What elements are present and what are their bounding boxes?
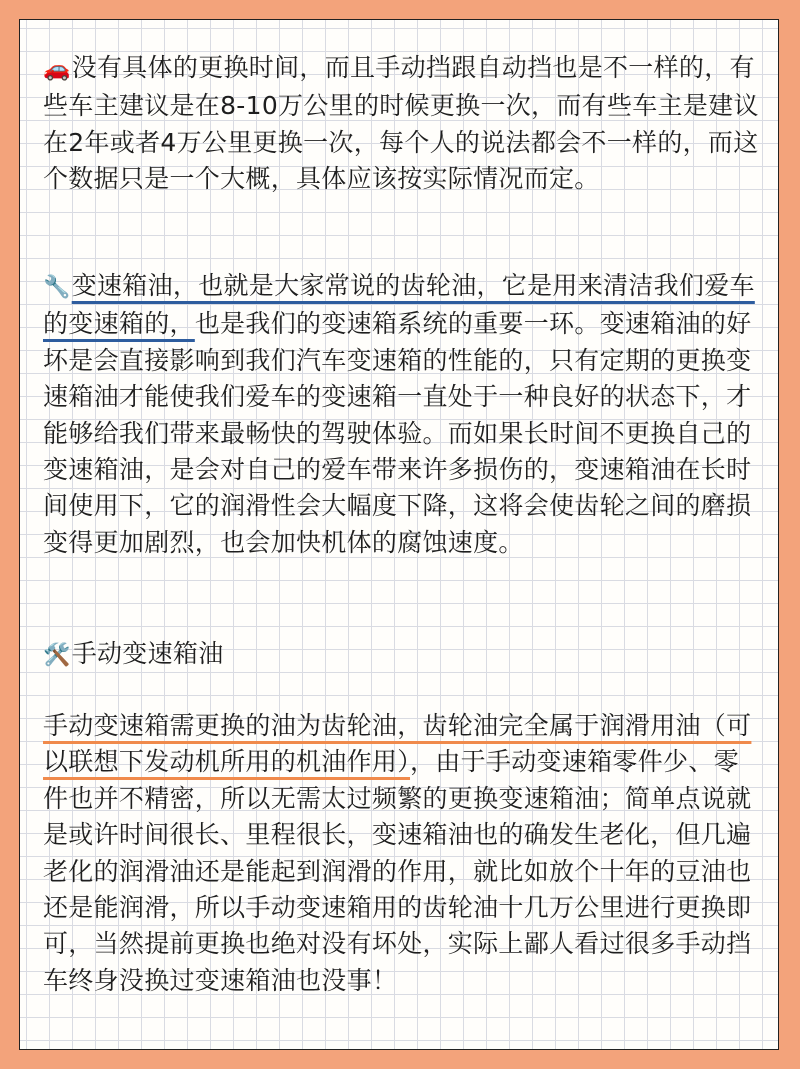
tools-icon: 🛠️ <box>43 643 71 668</box>
highlight-gear-oil-definition: 变速箱油，也就是大家常说的齿轮油，它是用来清洁我们爱车的变速箱的， <box>43 271 755 339</box>
highlight-lubricant-note: 手动变速箱需更换的油为齿轮油，齿轮油完全属于润滑用油（可以联想下发动机所用的机油作用） <box>43 711 752 777</box>
paragraph-schedule <box>43 50 763 198</box>
section-heading <box>43 636 763 674</box>
wrench-icon: 🔧 <box>43 275 71 300</box>
paragraph-schedule-text: 没有具体的更换时间，而且手动挡跟自动挡也是不一样的，有些车主建议是在8-10万公里的时候更换一次，而有些车主是建议在2年或者4万公里更换一次，每个人的说法都会不一样的，而这个数据只是一个大概，具体应该按实际情况而定。 <box>43 53 759 194</box>
paragraph-manual-text: ，由于手动变速箱零件少、零件也并不精密，所以无需太过频繁的更换变速箱油；简单点说就是或许时间很长、里程很长，变速箱油也的确发生老化，但几遍老化的润滑油还是能起到润滑的作用，就比如放个十年的豆油也还是能润滑，所以手动变速箱用的齿轮油十几万公里进行更换即可，当然提前更换也绝对没有坏处，实际上鄙人看过很多手动挡车终身没换过变速箱油也没事！ <box>43 747 752 995</box>
section-heading-text: 手动变速箱油 <box>71 639 224 668</box>
note-paper <box>19 19 779 1050</box>
paragraph-gear-oil <box>43 268 763 561</box>
paragraph-manual-transmission <box>43 708 763 999</box>
car-icon: 🚗 <box>43 57 71 82</box>
paragraph-gear-oil-text: 也是我们的变速箱系统的重要一环。变速箱油的好坏是会直接影响到我们汽车变速箱的性能的，只有定期的更换变速箱油才能使我们爱车的变速箱一直处于一种良好的状态下，才能够给我们带来最畅快的驾驶体验。而如果长时间不更换自己的变速箱油，是会对自己的爱车带来许多损伤的，变速箱油在长时间使用下，它的润滑性会大幅度下降，这将会使齿轮之间的磨损变得更加剧烈，也会加快机体的腐蚀速度。 <box>43 309 752 557</box>
